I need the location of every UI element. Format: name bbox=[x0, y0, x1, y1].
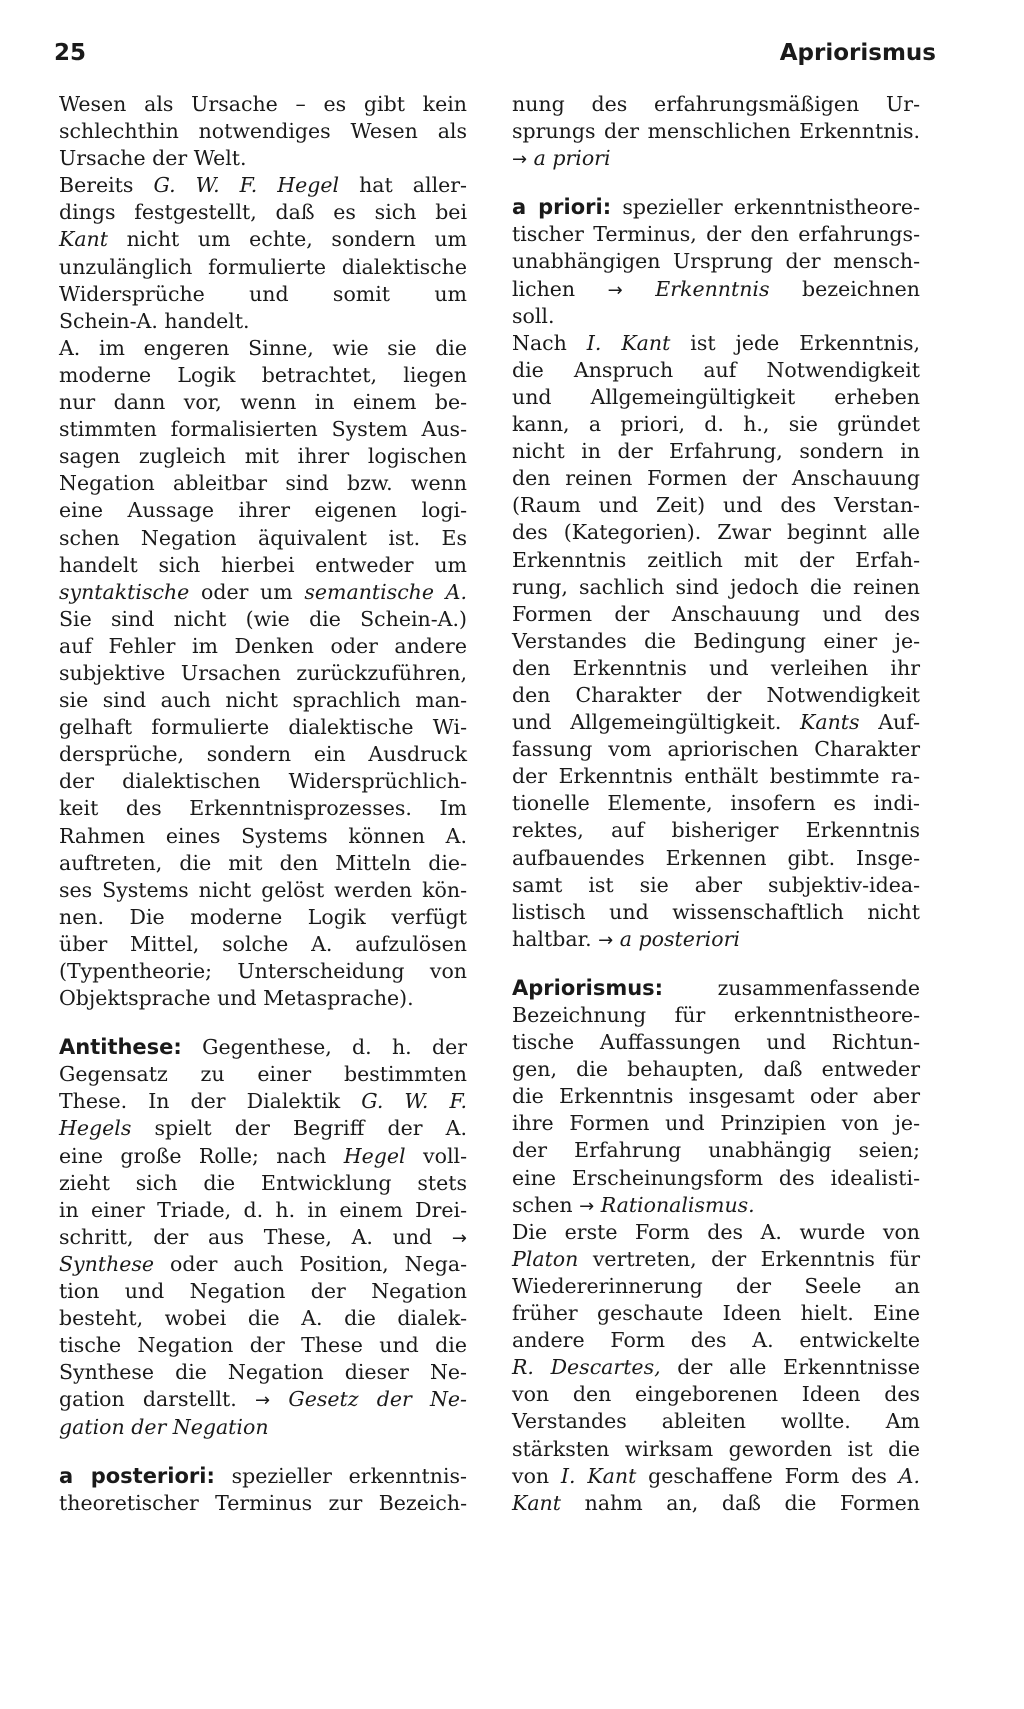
text-line: von den eingeborenen Ideen des bbox=[512, 1382, 920, 1407]
headword: a priori: bbox=[512, 195, 612, 220]
text-line: Hegels spielt der Begriff der A. bbox=[59, 1116, 467, 1141]
text-line: eine große Rolle; nach Hegel voll- bbox=[59, 1143, 467, 1168]
text-line: keit des Erkenntnisprozesses. Im bbox=[59, 796, 467, 821]
entry-antithese: Antithese: Gegenthese, d. h. der bbox=[59, 1035, 467, 1060]
text-line: nen. Die moderne Logik verfügt bbox=[59, 904, 467, 929]
running-head: Apriorismus bbox=[779, 40, 936, 66]
text-line: A. im engeren Sinne, wie sie die bbox=[59, 335, 467, 360]
text-line: den reinen Formen der Anschauung bbox=[512, 466, 920, 491]
text-line: subjektive Ursachen zurückzuführen, bbox=[59, 660, 467, 685]
text-line: theoretischer Terminus zur Bezeich- bbox=[59, 1490, 467, 1515]
cross-reference-arrow-icon: → bbox=[512, 149, 528, 171]
text-line: rung, sachlich sind jedoch die reinen bbox=[512, 574, 920, 599]
text-line: ses Systems nicht gelöst werden kön- bbox=[59, 877, 467, 902]
text-line: Negation ableitbar sind bzw. wenn bbox=[59, 471, 467, 496]
text-line: Verstandes ableiten wollte. Am bbox=[512, 1409, 920, 1434]
text-line: der Erfahrung unabhängig seien; bbox=[512, 1138, 920, 1163]
cross-reference-link[interactable]: Gesetz der Ne- bbox=[288, 1387, 467, 1412]
text-line: unzulänglich formulierte dialektische bbox=[59, 254, 467, 279]
text-line: Platon vertreten, der Erkenntnis für bbox=[512, 1246, 920, 1271]
text-line: und Allgemeingültigkeit. Kants Auf- bbox=[512, 710, 920, 735]
text-line: Ursache der Welt. bbox=[59, 146, 247, 171]
text-line: sagen zugleich mit ihrer logischen bbox=[59, 444, 467, 469]
text-line: Rahmen eines Systems können A. bbox=[59, 823, 467, 848]
text-line: samt ist sie aber subjektiv-idea- bbox=[512, 872, 920, 897]
text-line: ihre Formen und Prinzipien von je- bbox=[512, 1111, 920, 1136]
text-line: Bezeichnung für erkenntnistheore- bbox=[512, 1003, 920, 1027]
text-line: aufbauendes Erkennen gibt. Insge- bbox=[512, 845, 920, 870]
text-line: Formen der Anschauung und des bbox=[512, 601, 920, 626]
right-column bbox=[512, 91, 920, 1517]
text-line: die Anspruch auf Notwendigkeit bbox=[512, 357, 920, 382]
text-line: schritt, der aus These, A. und → bbox=[59, 1224, 467, 1249]
text-line: Objektsprache und Metasprache). bbox=[59, 986, 414, 1011]
text-line: nung des erfahrungsmäßigen Ur- bbox=[512, 92, 920, 116]
text-line: (Raum und Zeit) und des Verstan- bbox=[512, 493, 920, 518]
left-column bbox=[59, 91, 467, 1517]
text-line: tionelle Elemente, insofern es indi- bbox=[512, 791, 920, 816]
text-line: sprungs der menschlichen Erkenntnis. bbox=[512, 119, 920, 144]
text-line: Kant nahm an, daß die Formen bbox=[512, 1490, 920, 1515]
headword: Apriorismus: bbox=[512, 975, 664, 1000]
text-line: von I. Kant geschaffene Form des A. bbox=[512, 1463, 920, 1488]
text-line: in einer Triade, d. h. in einem Drei- bbox=[59, 1197, 467, 1222]
text-line: rektes, auf bisheriger Erkenntnis bbox=[512, 818, 920, 843]
headword: a posteriori: bbox=[59, 1463, 215, 1488]
cross-reference-link[interactable]: Synthese bbox=[59, 1251, 155, 1276]
cross-reference-arrow-icon: → bbox=[451, 1227, 467, 1249]
text-line: des (Kategorien). Zwar beginnt alle bbox=[512, 520, 920, 545]
text-line: dings festgestellt, daß es sich bei bbox=[59, 200, 467, 225]
cross-reference-arrow-icon: → bbox=[579, 1195, 595, 1217]
text-line: (Typentheorie; Unterscheidung von bbox=[59, 959, 467, 983]
text-line: auf Fehler im Denken oder andere bbox=[59, 633, 467, 658]
text-line: These. In der Dialektik G. W. F. bbox=[59, 1089, 468, 1114]
text-line: kann, a priori, d. h., sie gründet bbox=[512, 412, 920, 437]
text-line: Widersprüche und somit um bbox=[59, 281, 467, 306]
text-line: Sie sind nicht (wie die Schein-A.) bbox=[59, 606, 467, 631]
text-line: Bereits G. W. F. Hegel hat aller- bbox=[59, 173, 467, 198]
cross-reference-arrow-icon: → bbox=[598, 929, 614, 951]
text-line: Erkenntnis zeitlich mit der Erfah- bbox=[512, 547, 920, 572]
entry-apriorismus: Apriorismus: zusammenfassende bbox=[512, 975, 920, 1000]
text-line: tischer Terminus, der den erfahrungs- bbox=[512, 222, 920, 247]
text-line: auftreten, die mit den Mitteln die- bbox=[59, 850, 467, 875]
text-line: gation darstellt. → Gesetz der Ne- bbox=[59, 1387, 467, 1412]
text-line: Die erste Form des A. wurde von bbox=[512, 1219, 920, 1244]
text-line: Wesen als Ursache – es gibt kein bbox=[59, 92, 467, 116]
text-line: haltbar. → a posteriori bbox=[512, 926, 740, 951]
text-line: lichen → Erkenntnis bezeichnen bbox=[512, 276, 920, 301]
text-line: nicht in der Erfahrung, sondern in bbox=[512, 439, 920, 464]
text-line: gen, die behaupten, daß entweder bbox=[512, 1057, 920, 1082]
text-line: den Charakter der Notwendigkeit bbox=[512, 682, 920, 707]
text-line: stärksten wirksam geworden ist die bbox=[512, 1436, 920, 1461]
text-line: tion und Negation der Negation bbox=[59, 1279, 467, 1304]
cross-reference-arrow-icon: → bbox=[607, 279, 623, 301]
text-line: Nach I. Kant ist jede Erkenntnis, bbox=[512, 330, 920, 355]
cross-reference-link[interactable]: Erkenntnis bbox=[655, 276, 770, 301]
text-line: stimmten formalisierten System Aus- bbox=[59, 417, 467, 442]
text-line: moderne Logik betrachtet, liegen bbox=[59, 362, 467, 387]
person-name: Kant bbox=[59, 227, 108, 252]
entry-a-posteriori: a posteriori: spezieller erkenntnis- bbox=[59, 1463, 467, 1488]
text-line: sie sind auch nicht sprachlich man- bbox=[59, 688, 467, 713]
cross-reference-link[interactable]: a priori bbox=[533, 146, 611, 171]
text-line: R. Descartes, der alle Erkenntnisse bbox=[512, 1355, 920, 1380]
page-header bbox=[54, 40, 936, 76]
entry-a-priori: a priori: spezieller erkenntnistheore- bbox=[512, 195, 920, 220]
cross-reference-link[interactable]: Rationalismus. bbox=[600, 1192, 755, 1217]
text-line: Verstandes die Bedingung einer je- bbox=[512, 628, 920, 653]
text-line: Wiedererinnerung der Seele an bbox=[512, 1273, 920, 1298]
text-line: Synthese die Negation dieser Ne- bbox=[59, 1360, 467, 1385]
text-line: fassung vom apriorischen Charakter bbox=[512, 737, 920, 762]
text-line: besteht, wobei die A. die dialek- bbox=[59, 1306, 467, 1331]
text-line: andere Form des A. entwickelte bbox=[512, 1328, 920, 1353]
text-line: Gegensatz zu einer bestimmten bbox=[59, 1062, 467, 1087]
text-line: Kant nicht um echte, sondern um bbox=[59, 227, 467, 252]
text-line: gelhaft formulierte dialektische Wi- bbox=[59, 715, 467, 740]
text-line: schen Negation äquivalent ist. Es bbox=[59, 525, 467, 550]
text-line: tische Negation der These und die bbox=[59, 1333, 467, 1358]
text-line: den Erkenntnis und verleihen ihr bbox=[512, 655, 920, 680]
text-line: schen → Rationalismus. bbox=[512, 1192, 755, 1217]
text-line: unabhängigen Ursprung der mensch- bbox=[512, 249, 920, 274]
text-line: Synthese oder auch Position, Nega- bbox=[59, 1251, 467, 1276]
text-line: listisch und wissenschaftlich nicht bbox=[512, 899, 920, 924]
text-line: tische Auffassungen und Richtun- bbox=[512, 1030, 920, 1055]
text-line: der Erkenntnis enthält bestimmte ra- bbox=[512, 764, 920, 789]
text-line: und Allgemeingültigkeit erheben bbox=[512, 384, 920, 409]
cross-reference-link[interactable]: gation der Negation bbox=[59, 1414, 269, 1439]
text-line: handelt sich hierbei entweder um bbox=[59, 552, 467, 577]
page-number: 25 bbox=[54, 40, 87, 66]
cross-reference-link[interactable]: a posteriori bbox=[619, 926, 740, 951]
text-line: eine Aussage ihrer eigenen logi- bbox=[59, 498, 467, 523]
person-name: G. W. F. Hegel bbox=[153, 173, 340, 198]
text-line: die Erkenntnis insgesamt oder aber bbox=[512, 1084, 920, 1109]
text-line: schlechthin notwendiges Wesen als bbox=[59, 119, 467, 144]
text-line bbox=[59, 1414, 467, 1441]
text-line: der dialektischen Widersprüchlich- bbox=[59, 769, 467, 794]
text-line: zieht sich die Entwicklung stets bbox=[59, 1170, 467, 1195]
text-line bbox=[512, 145, 920, 172]
text-line: Schein-A. handelt. bbox=[59, 308, 250, 333]
text-line: nur dann vor, wenn in einem be- bbox=[59, 390, 467, 415]
text-line: dersprüche, sondern ein Ausdruck bbox=[59, 742, 467, 767]
text-line: syntaktische oder um semantische A. bbox=[59, 579, 468, 604]
text-line: früher geschaute Ideen hielt. Eine bbox=[512, 1301, 920, 1326]
headword: Antithese: bbox=[59, 1035, 182, 1060]
text-line: eine Erscheinungsform des idealisti- bbox=[512, 1165, 920, 1190]
cross-reference-arrow-icon: → bbox=[255, 1390, 271, 1412]
text-line: soll. bbox=[512, 303, 555, 328]
text-line: über Mittel, solche A. aufzulösen bbox=[59, 931, 467, 956]
